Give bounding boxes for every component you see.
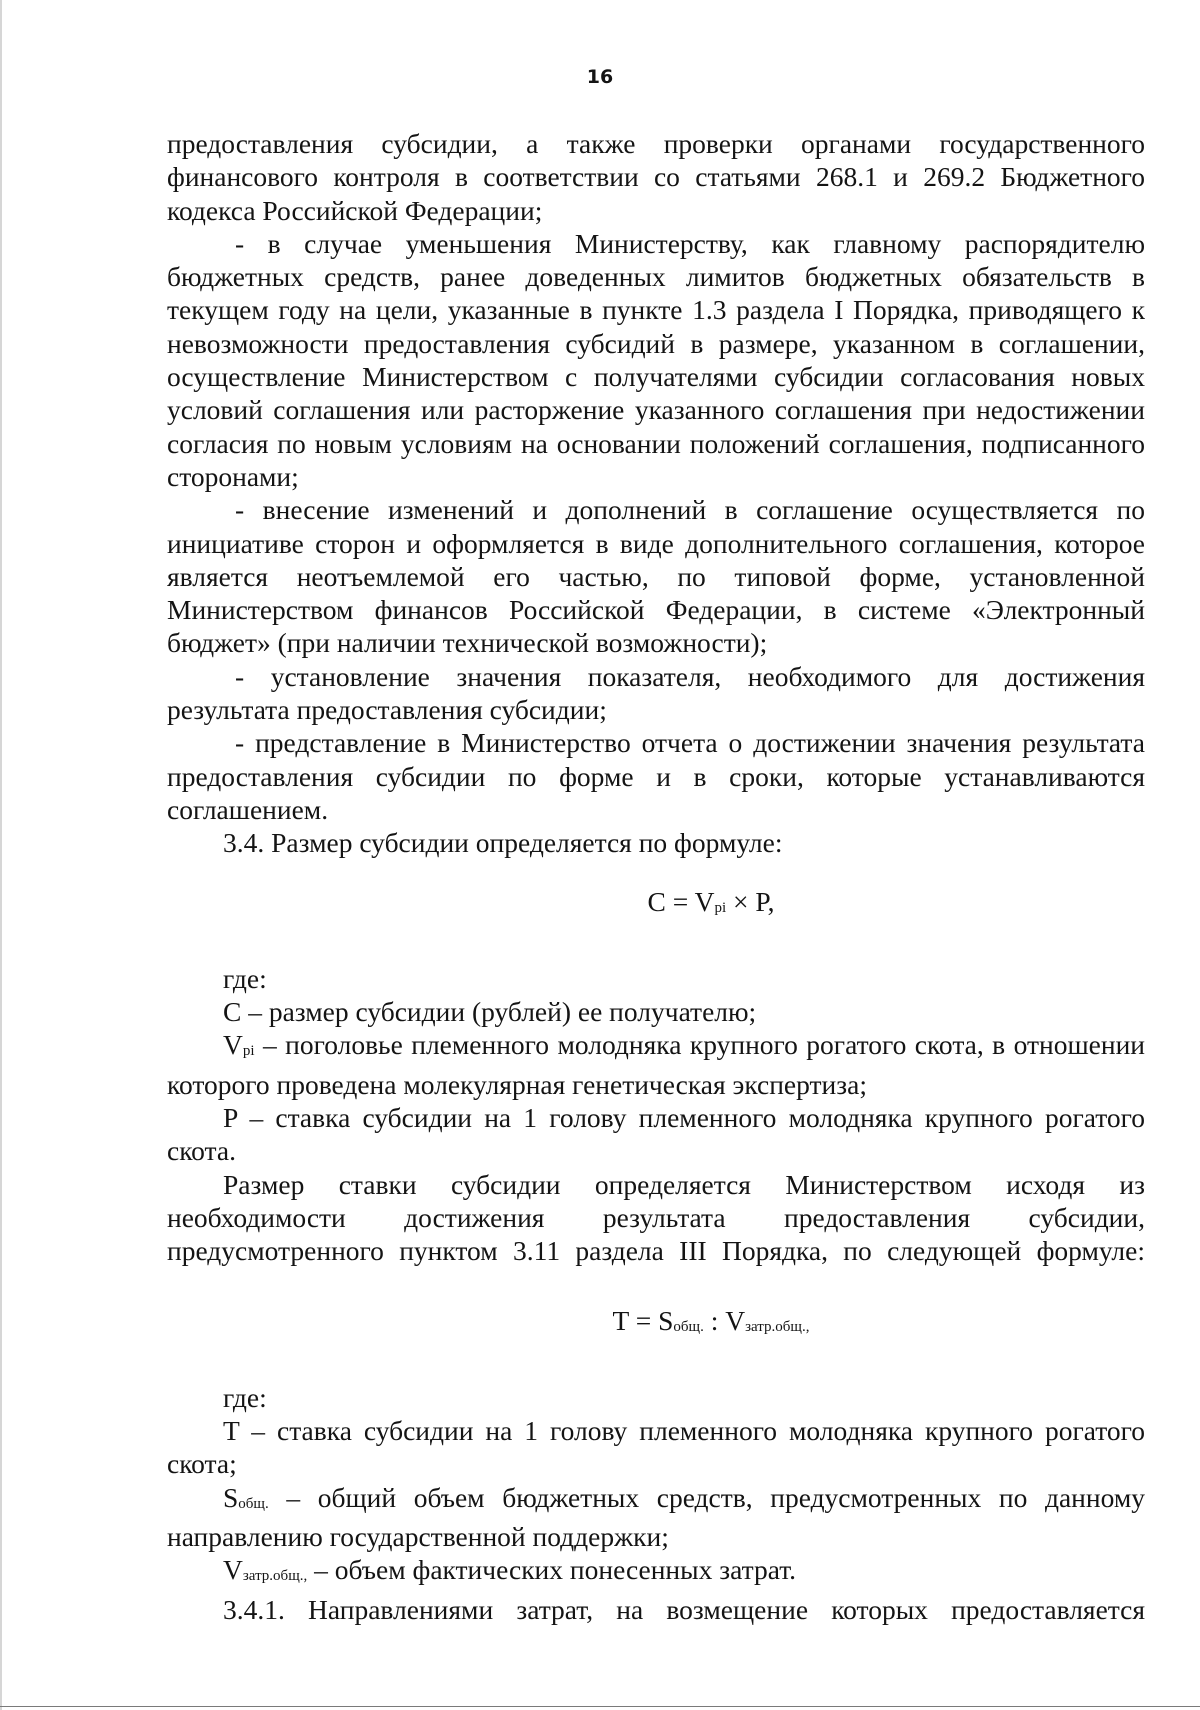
definition-v-costs-subscript: затр.общ., (242, 1568, 308, 1585)
definition-s-subscript: общ. (238, 1495, 269, 1512)
paragraph-indicator: - установление значения показателя, необходимого для достижения результата предоставления субсидии; (167, 660, 1145, 726)
definition-c: C – размер субсидии (рублей) ее получателю; (223, 996, 757, 1028)
formula-2-lhs: T = S (612, 1304, 674, 1336)
definition-vpi-text: – поголовье племенного молодняка крупного рогатого скота, в отношении которого проведена молекулярная генетическая экспертиза; (167, 1029, 1145, 1100)
formula-2-subscript-1: общ. (673, 1318, 704, 1335)
definition-s-symbol: S (223, 1481, 239, 1513)
paragraph-continuation: предоставления субсидии, а также проверки органами государственного финансового контроля в соответствии со статьями 268.1 и 269.2 Бюджетного кодекса Российской Федерации; (167, 128, 1145, 226)
definition-vpi-subscript: pi (242, 1043, 255, 1060)
scan-bottom-line (0, 1706, 1200, 1707)
page-number: 16 (586, 66, 614, 88)
document-body (167, 127, 1145, 1626)
paragraph-rate: Размер ставки субсидии определяется Министерством исходя из необходимости достижения результата предоставления субсидии, предусмотренного пунктом 3.11 раздела III Порядка, по следующей формуле: (167, 1168, 1145, 1267)
paragraph-3-4-1: 3.4.1. Направлениями затрат, на возмещение которых предоставляется (223, 1593, 1145, 1625)
formula-2-subscript-2: затр.общ., (745, 1318, 810, 1335)
formula-rate (167, 1304, 1145, 1343)
definition-v-costs-symbol: V (223, 1554, 243, 1586)
definition-t: T – ставка субсидии на 1 голову племенного молодняка крупного рогатого скота; (167, 1415, 1145, 1480)
formula-2-mid: : V (703, 1304, 746, 1336)
formula-subsidy-size (167, 885, 1145, 924)
paragraph-amendments: - внесение изменений и дополнений в соглашение осуществляется по инициативе сторон и оформляется в виде дополнительного соглашения, которое является неотъемлемой его частью, по типовой форме, установленной Министерством финансов Российской Федерации, в системе «Электронный бюджет» (при наличии технической возможности); (167, 494, 1145, 659)
scan-edge (0, 0, 2, 1710)
where-label-1: где: (223, 962, 267, 994)
formula-1-rhs: × P, (726, 885, 775, 917)
paragraph-budget-reduction: - в случае уменьшения Министерству, как главному распорядителю бюджетных средств, ранее доведенных лимитов бюджетных обязательств в текущем году на цели, указанные в пункте 1.3 раздела I Порядка, приводящего к невозможности предоставления субсидий в размере, указанном в соглашении, осуществление Министерством с получателями субсидии согласования новых условий соглашения или расторжение указанного соглашения при недостижении согласия по новым условиям на основании положений соглашения, подписанного сторонами; (167, 227, 1145, 492)
definition-s (167, 1481, 1145, 1554)
definition-vpi (167, 1028, 1145, 1101)
paragraph-3-4: 3.4. Размер субсидии определяется по формуле: (223, 827, 783, 859)
definition-vpi-symbol: V (223, 1029, 243, 1061)
where-label-2: где: (223, 1381, 267, 1413)
formula-1-lhs: C = V (647, 885, 715, 917)
paragraph-report: - представление в Министерство отчета о достижении значения результата предоставления субсидии по форме и в сроки, которые устанавливаются соглашением. (167, 727, 1145, 825)
definition-v-costs (167, 1553, 1145, 1592)
definition-p: P – ставка субсидии на 1 голову племенного молодняка крупного рогатого скота. (167, 1102, 1145, 1167)
definition-s-text: – общий объем бюджетных средств, предусмотренных по данному направлению государственной поддержки; (167, 1481, 1145, 1552)
formula-1-subscript: pi (714, 899, 727, 916)
definition-v-costs-text: – объем фактических понесенных затрат. (307, 1554, 797, 1586)
